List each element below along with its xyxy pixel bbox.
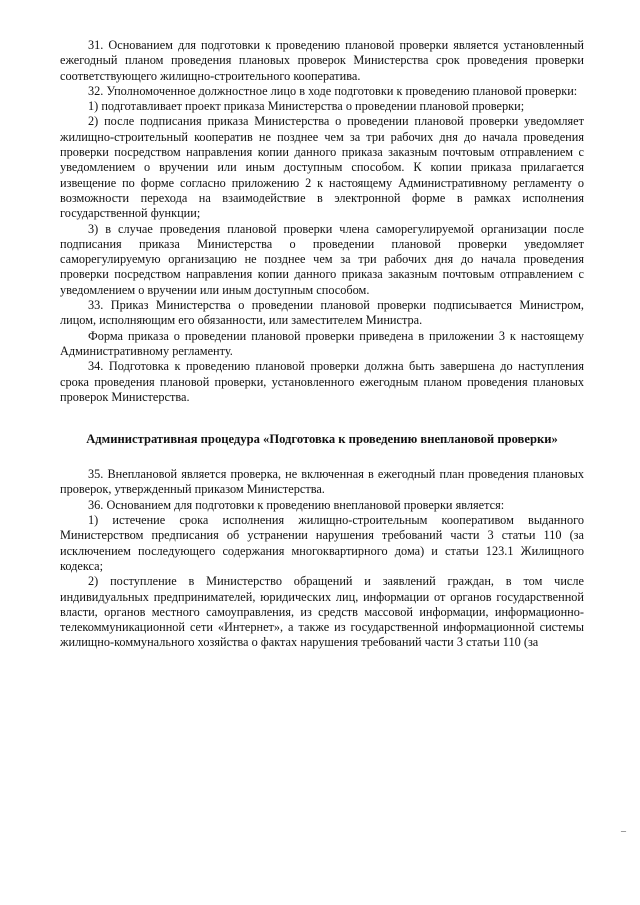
paragraph-33-form-note: Форма приказа о проведении плановой проверки приведена в приложении 3 к настоящему Административному регламенту.	[60, 328, 584, 358]
spacer	[60, 405, 584, 431]
page-edge-mark: –	[621, 826, 626, 837]
paragraph-35: 35. Внеплановой является проверка, не включенная в ежегодный план проведения плановых проверок, утвержденный приказом Министерства.	[60, 467, 584, 497]
paragraph-34: 34. Подготовка к проведению плановой проверки должна быть завершена до наступления срока проведения плановой проверки, установленного ежегодным планом проведения плановых проверок Министерства.	[60, 359, 584, 404]
paragraph-36: 36. Основанием для подготовки к проведению внеплановой проверки является:	[88, 497, 505, 512]
paragraph-32: 32. Уполномоченное должностное лицо в ходе подготовки к проведению плановой проверки:	[88, 83, 578, 98]
paragraph-36-item-1: 1) истечение срока исполнения жилищно-строительным кооперативом выданного Министерством предписания об устранении нарушения требований части 3 статьи 110 (за исключением последующего содержания многоквартирного дома) и статьи 123.1 Жилищного кодекса;	[60, 513, 584, 573]
paragraph-32-item-1: 1) подготавливает проект приказа Министерства о проведении плановой проверки;	[88, 99, 525, 114]
section-planned-inspection	[60, 38, 584, 405]
paragraph-32-item-2: 2) после подписания приказа Министерства о проведении плановой проверки уведомляет жилищно-строительный кооператив не позднее чем за три рабочих дня до начала проведения проверки посредством направления копии данного приказа заказным почтовым отправлением с уведомлением о вручении или иным доступным способом. К копии приказа прилагается извещение по форме согласно приложению 2 к настоящему Административному регламенту о возможности перехода на взаимодействие в электронной форме в рамках исполнения государственной функции;	[60, 114, 584, 221]
paragraph-32-item-3: 3) в случае проведения плановой проверки члена саморегулируемой организации после подписания приказа Министерства о проведении плановой проверки уведомляет саморегулируемую организацию не позднее чем за три рабочих дня до начала проведения проверки посредством направления копии данного приказа заказным почтовым отправлением с уведомлением о вручении или иным доступным способом.	[60, 221, 584, 297]
spacer	[60, 447, 584, 467]
paragraph-33: 33. Приказ Министерства о проведении плановой проверки подписывается Министром, лицом, исполняющим его обязанности, или заместителем Министра.	[60, 298, 584, 328]
paragraph-36-item-2: 2) поступление в Министерство обращений и заявлений граждан, в том числе индивидуальных предпринимателей, юридических лиц, информации от органов государственной власти, органов местного самоуправления, из средств массовой информации, информационно-телекоммуникационной сети «Интернет», а также из государственной информационной системы жилищно-коммунального хозяйства о фактах нарушения требований части 3 статьи 110 (за	[60, 574, 584, 650]
paragraph-31: 31. Основанием для подготовки к проведению плановой проверки является установленный ежегодный планом проведения плановых проверок Министерства срок проведения проверки соответствующего жилищно-строительного кооператива.	[60, 38, 584, 83]
section-unplanned-inspection	[60, 467, 584, 651]
section-heading: Административная процедура «Подготовка к проведению внеплановой проверки»	[86, 432, 558, 447]
